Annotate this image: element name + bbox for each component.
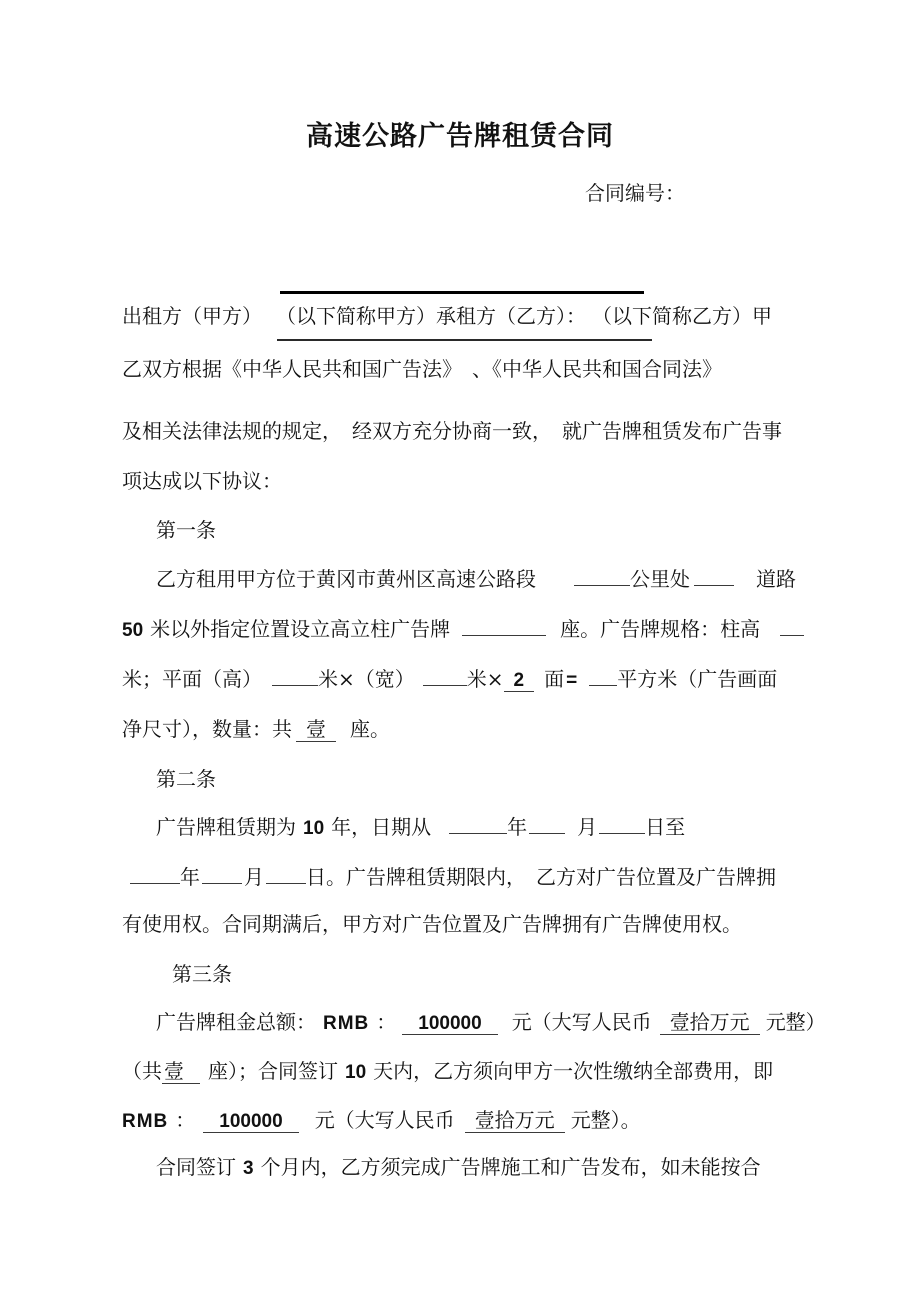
width-blank-field <box>423 671 467 686</box>
rmb2-label: RMB <box>122 1111 169 1132</box>
end-year-label: 年 <box>180 865 200 889</box>
payment-amount-value: 100000 <box>203 1111 298 1133</box>
article2-heading-text: 第二条 <box>156 767 216 791</box>
article1-heading <box>156 517 216 543</box>
payment-terms-text: 天内，乙方须向甲方一次性缴纳全部费用，即 <box>373 1059 774 1083</box>
start-year-label: 年 <box>507 815 528 839</box>
beyond-text: 米以外指定位置设立高立柱广告牌 <box>150 617 451 641</box>
lease-location-text: 乙方租用甲方位于黄冈市黄州区高速公路段 <box>156 567 536 591</box>
article3-heading <box>172 961 232 987</box>
area-blank-field <box>589 671 617 686</box>
plane-height-label: 米；平面（高） <box>122 667 262 691</box>
amount-words-label: 元（大写人民币 <box>511 1010 652 1034</box>
times-label: 米× <box>466 667 504 691</box>
rmb-label: RMB <box>323 1013 370 1034</box>
lease-term-text: 广告牌租赁期为 <box>156 815 296 839</box>
legal-basis-line-2 <box>122 418 782 444</box>
rmb-colon: ： <box>376 1010 397 1034</box>
end-month-label: 月 <box>244 865 264 889</box>
total-quantity-pre: （共 <box>122 1059 162 1083</box>
construction-terms-text: 个月内，乙方须完成广告牌施工和广告发布，如未能按合 <box>260 1155 761 1179</box>
contract-number-label: 合同编号： <box>585 181 685 205</box>
legal-basis-line-3 <box>122 468 282 494</box>
article2-heading <box>156 766 216 792</box>
contract-title: 高速公路广告牌租赁合同 <box>306 121 614 152</box>
road-label: 道路 <box>756 567 796 591</box>
rmb2-colon: ： <box>175 1108 196 1132</box>
equals-sign: = <box>566 670 578 691</box>
quantity-value: 壹 <box>296 717 336 742</box>
article1-line-3 <box>122 666 777 694</box>
rent-amount-chinese-value: 壹拾万元 <box>660 1010 760 1035</box>
party-a-label: 出租方（甲方） <box>122 304 262 328</box>
signing-text: 座）；合同签订 <box>208 1059 338 1083</box>
faces-value: 2 <box>504 670 535 692</box>
end-year-blank-field <box>130 869 180 884</box>
rent-amount-value: 100000 <box>402 1013 497 1035</box>
legal-basis-text-3: 项达成以下协议： <box>122 469 282 493</box>
start-day-label: 日至 <box>645 815 686 839</box>
usage-rights-text: 有使用权。合同期满后，甲方对广告位置及广告牌拥有广告牌使用权。 <box>122 912 742 936</box>
faces-label: 面 <box>544 667 565 691</box>
party-mid-label: （以下简称甲方）承租方（乙方）： <box>286 304 586 328</box>
article3-heading-text: 第三条 <box>172 962 232 986</box>
party-b-blank-line <box>277 339 652 341</box>
article2-line-1 <box>156 814 685 842</box>
end-day-blank-field <box>266 869 306 884</box>
end-month-blank-field <box>202 869 242 884</box>
payment-amount-chinese-value: 壹拾万元 <box>465 1108 565 1133</box>
pillar-height-blank-field <box>780 621 804 636</box>
start-day-blank-field <box>599 819 645 834</box>
lease-term-years-value: 10 <box>303 818 325 839</box>
billboard-count-blank-field <box>462 621 546 636</box>
party-line <box>122 303 772 329</box>
road-side-blank-field <box>694 571 734 586</box>
article2-line-2 <box>130 864 776 890</box>
article1-line-4 <box>122 716 390 742</box>
construction-months-value: 3 <box>243 1158 254 1179</box>
start-month-label: 月 <box>577 815 598 839</box>
payment-suffix: 元整）。 <box>570 1108 641 1132</box>
kilometer-label: 公里处 <box>630 567 690 591</box>
article1-heading-text: 第一条 <box>156 518 216 542</box>
rent-total-label: 广告牌租金总额： <box>156 1010 316 1034</box>
total-quantity-value: 壹 <box>162 1059 200 1084</box>
quantity-unit: 座。 <box>350 717 390 741</box>
amount-suffix: 元整） <box>765 1010 826 1034</box>
article3-line-4 <box>156 1154 761 1182</box>
area-label: 平方米（广告画面 <box>617 667 778 691</box>
payment-words-label: 元（大写人民币 <box>314 1108 455 1132</box>
party-b-label: （以下简称乙方）甲 <box>602 304 772 328</box>
article3-line-2 <box>122 1058 773 1086</box>
construction-pre-text: 合同签订 <box>156 1155 236 1179</box>
net-size-text: 净尺寸），数量：共 <box>122 717 292 741</box>
article1-line-2 <box>122 616 804 644</box>
article2-line-3 <box>122 911 742 937</box>
article3-line-1 <box>156 1009 826 1037</box>
article1-line-1 <box>156 566 796 592</box>
kilometer-blank-field <box>574 571 630 586</box>
start-month-blank-field <box>529 819 565 834</box>
article3-line-3 <box>122 1107 641 1135</box>
legal-basis-text-1: 乙双方根据《中华人民共和国广告法》 、《中华人民共和国合同法》 <box>122 357 722 381</box>
distance-value: 50 <box>122 620 144 641</box>
plane-width-label: 米×（宽） <box>318 667 415 691</box>
legal-basis-line-1 <box>122 356 722 382</box>
height-blank-field <box>272 671 318 686</box>
date-from-text: 年，日期从 <box>331 815 432 839</box>
end-day-text: 日。广告牌租赁期限内， 乙方对广告位置及广告牌拥 <box>306 865 776 889</box>
legal-basis-text-2: 及相关法律法规的规定， 经双方充分协商一致， 就广告牌租赁发布广告事 <box>122 419 782 443</box>
payment-days-value: 10 <box>345 1062 367 1083</box>
party-a-blank-line <box>280 291 644 294</box>
start-year-blank-field <box>449 819 507 834</box>
spec-text: 座。广告牌规格：柱高 <box>560 617 761 641</box>
